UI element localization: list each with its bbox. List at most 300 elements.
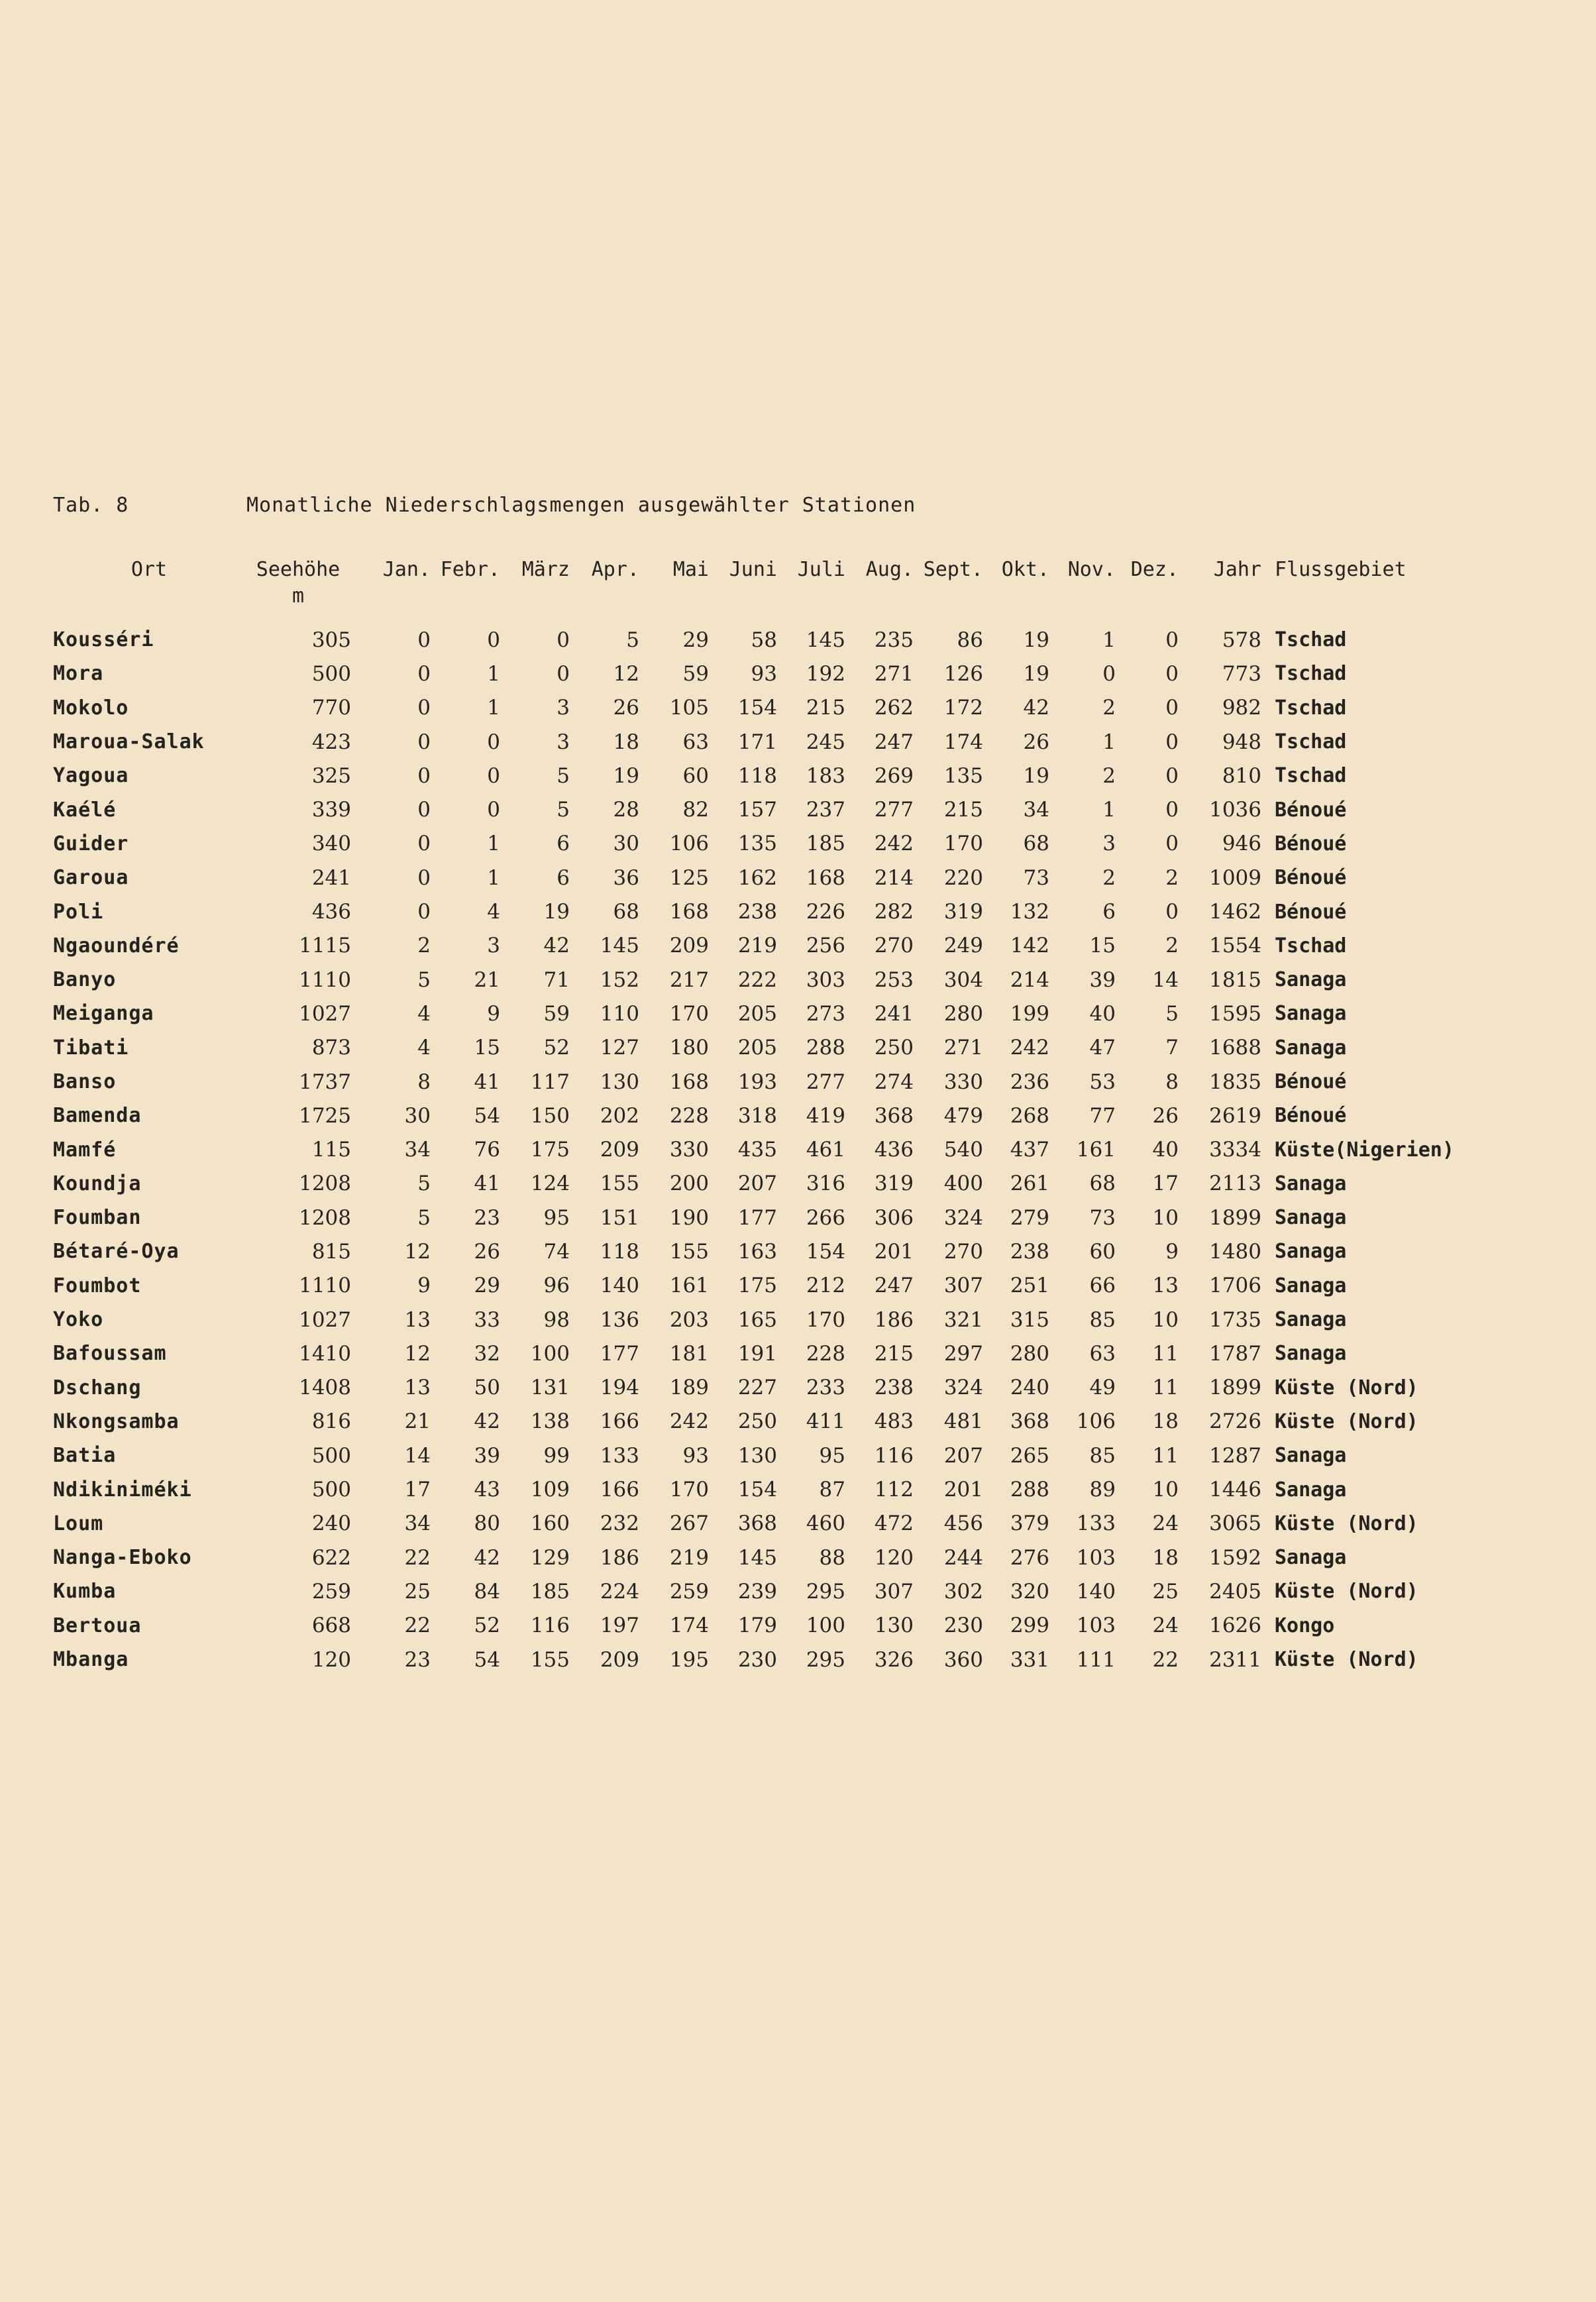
cell-ort: Mora [53,662,104,686]
cell-jahr: 1899 [1209,1205,1261,1230]
cell-jun: 239 [737,1579,777,1604]
cell-flussgebiet: Küste (Nord) [1275,1376,1418,1399]
cell-ort: Dschang [53,1376,142,1399]
cell-dez: 0 [1165,730,1179,754]
cell-okt: 142 [1010,934,1049,958]
cell-aug: 319 [874,1172,914,1196]
cell-okt: 19 [1023,763,1049,788]
cell-mai: 170 [669,1478,709,1502]
col-header-mar: März [521,558,570,581]
cell-aug: 112 [874,1478,914,1502]
table-row [53,1609,1526,1643]
cell-flussgebiet: Küste (Nord) [1275,1511,1418,1535]
cell-flussgebiet: Sanaga [1275,1546,1347,1570]
cell-nov: 77 [1089,1103,1116,1128]
cell-flussgebiet: Sanaga [1275,1274,1347,1297]
cell-sep: 304 [943,967,983,992]
cell-jan: 0 [417,832,431,856]
cell-jul: 273 [806,1001,845,1026]
cell-jan: 23 [404,1647,431,1672]
cell-jahr: 1287 [1209,1443,1261,1468]
cell-seehoehe: 1027 [299,1307,351,1332]
cell-feb: 80 [474,1511,500,1536]
seehoehe-label: Seehöhe [256,558,341,581]
cell-jahr: 3065 [1209,1511,1261,1536]
cell-seehoehe: 500 [311,661,351,686]
table-row [53,827,1526,861]
table-row [53,1371,1526,1405]
cell-feb: 42 [474,1409,500,1434]
cell-aug: 214 [874,865,914,890]
cell-jun: 58 [751,628,777,652]
cell-flussgebiet: Bénoué [1275,866,1347,890]
cell-seehoehe: 1410 [299,1341,351,1366]
cell-dez: 0 [1165,763,1179,788]
cell-sep: 324 [943,1376,983,1400]
cell-dez: 17 [1152,1172,1179,1196]
cell-apr: 18 [613,730,639,754]
cell-dez: 24 [1152,1511,1179,1536]
seehoehe-unit: m [292,584,305,608]
cell-feb: 32 [474,1341,500,1366]
cell-flussgebiet: Tschad [1275,934,1347,958]
cell-ort: Yoko [53,1308,104,1332]
cell-jahr: 810 [1222,763,1261,788]
cell-mai: 267 [669,1511,709,1536]
cell-mai: 168 [669,1069,709,1094]
cell-jul: 295 [806,1579,845,1604]
cell-nov: 1 [1102,798,1116,822]
table-row [53,623,1526,657]
cell-aug: 201 [874,1239,914,1264]
cell-flussgebiet: Küste (Nord) [1275,1648,1418,1672]
cell-jul: 168 [806,865,845,890]
cell-sep: 319 [943,900,983,924]
cell-jan: 0 [417,798,431,822]
cell-mar: 3 [557,730,570,754]
cell-jul: 316 [806,1172,845,1196]
cell-mai: 60 [682,763,709,788]
cell-nov: 6 [1102,900,1116,924]
cell-flussgebiet: Küste (Nord) [1275,1580,1418,1604]
cell-ort: Mamfé [53,1138,117,1162]
cell-sep: 201 [943,1478,983,1502]
cell-feb: 1 [487,696,500,720]
table-row [53,691,1526,725]
cell-sep: 540 [943,1138,983,1162]
cell-apr: 26 [613,696,639,720]
cell-jul: 88 [819,1545,845,1570]
cell-okt: 437 [1010,1138,1049,1162]
table-row [53,1065,1526,1099]
cell-okt: 288 [1010,1478,1049,1502]
cell-jahr: 1554 [1209,934,1261,958]
cell-dez: 24 [1152,1614,1179,1638]
cell-dez: 11 [1152,1341,1179,1366]
cell-mai: 330 [669,1138,709,1162]
cell-dez: 14 [1152,967,1179,992]
cell-aug: 306 [874,1205,914,1230]
cell-okt: 238 [1010,1239,1049,1264]
cell-sep: 297 [943,1341,983,1366]
cell-jul: 228 [806,1341,845,1366]
cell-mai: 82 [682,798,709,822]
cell-feb: 26 [474,1239,500,1264]
cell-seehoehe: 500 [311,1443,351,1468]
cell-nov: 133 [1076,1511,1116,1536]
cell-seehoehe: 241 [311,865,351,890]
cell-jun: 227 [737,1376,777,1400]
cell-flussgebiet: Küste(Nigerien) [1275,1138,1454,1162]
cell-jan: 0 [417,628,431,652]
col-header-feb: Febr. [440,558,500,581]
col-header-nov: Nov. [1067,558,1116,581]
cell-jun: 193 [737,1069,777,1094]
cell-mai: 93 [682,1443,709,1468]
cell-dez: 25 [1152,1579,1179,1604]
cell-jan: 34 [404,1511,431,1536]
cell-nov: 53 [1089,1069,1116,1094]
cell-jul: 95 [819,1443,845,1468]
cell-apr: 12 [613,661,639,686]
cell-jun: 175 [737,1274,777,1298]
cell-apr: 130 [600,1069,639,1094]
table-row [53,1132,1526,1166]
precipitation-table [53,557,1526,1676]
table-row [53,1201,1526,1234]
cell-mai: 203 [669,1307,709,1332]
cell-dez: 2 [1165,934,1179,958]
cell-aug: 120 [874,1545,914,1570]
cell-okt: 279 [1010,1205,1049,1230]
cell-dez: 10 [1152,1478,1179,1502]
cell-apr: 127 [600,1036,639,1060]
cell-jahr: 982 [1222,696,1261,720]
cell-jahr: 1815 [1209,967,1261,992]
cell-seehoehe: 622 [311,1545,351,1570]
cell-feb: 29 [474,1274,500,1298]
cell-dez: 2 [1165,865,1179,890]
cell-sep: 324 [943,1205,983,1230]
cell-mai: 105 [669,696,709,720]
cell-okt: 34 [1023,798,1049,822]
cell-dez: 40 [1152,1138,1179,1162]
cell-dez: 9 [1165,1239,1179,1264]
cell-feb: 21 [474,967,500,992]
cell-dez: 22 [1152,1647,1179,1672]
table-label: Tab. 8 [53,494,129,517]
cell-sep: 330 [943,1069,983,1094]
table-row [53,895,1526,928]
cell-sep: 126 [943,661,983,686]
cell-jahr: 773 [1222,661,1261,686]
cell-mar: 116 [530,1614,570,1638]
cell-apr: 232 [600,1511,639,1536]
cell-mai: 190 [669,1205,709,1230]
cell-jul: 87 [819,1478,845,1502]
table-row [53,929,1526,963]
cell-ort: Nkongsamba [53,1409,180,1433]
cell-okt: 261 [1010,1172,1049,1196]
cell-apr: 202 [600,1103,639,1128]
cell-jul: 170 [806,1307,845,1332]
table-row [53,997,1526,1030]
cell-sep: 170 [943,832,983,856]
cell-flussgebiet: Tschad [1275,662,1347,686]
cell-jul: 295 [806,1647,845,1672]
cell-nov: 2 [1102,865,1116,890]
cell-apr: 209 [600,1138,639,1162]
cell-nov: 2 [1102,763,1116,788]
cell-apr: 68 [613,900,639,924]
cell-ort: Ndikiniméki [53,1478,192,1502]
cell-mai: 161 [669,1274,709,1298]
cell-feb: 76 [474,1138,500,1162]
cell-mar: 155 [530,1647,570,1672]
cell-nov: 1 [1102,730,1116,754]
cell-jul: 266 [806,1205,845,1230]
cell-jahr: 1595 [1209,1001,1261,1026]
cell-okt: 331 [1010,1647,1049,1672]
cell-sep: 280 [943,1001,983,1026]
cell-jun: 207 [737,1172,777,1196]
cell-feb: 54 [474,1647,500,1672]
cell-mar: 185 [530,1579,570,1604]
cell-jan: 0 [417,661,431,686]
cell-jan: 4 [417,1036,431,1060]
cell-jun: 250 [737,1409,777,1434]
cell-jun: 219 [737,934,777,958]
cell-nov: 0 [1102,661,1116,686]
col-header-jan: Jan. [382,558,431,581]
cell-mai: 125 [669,865,709,890]
cell-seehoehe: 816 [311,1409,351,1434]
cell-flussgebiet: Tschad [1275,730,1347,754]
cell-mar: 3 [557,696,570,720]
cell-flussgebiet: Bénoué [1275,832,1347,855]
cell-okt: 42 [1023,696,1049,720]
cell-mai: 181 [669,1341,709,1366]
cell-okt: 276 [1010,1545,1049,1570]
cell-dez: 10 [1152,1307,1179,1332]
table-row [53,1099,1526,1132]
cell-jun: 179 [737,1614,777,1638]
cell-okt: 268 [1010,1103,1049,1128]
cell-ort: Maroua-Salak [53,730,205,754]
cell-jun: 177 [737,1205,777,1230]
cell-jun: 230 [737,1647,777,1672]
cell-nov: 68 [1089,1172,1116,1196]
cell-flussgebiet: Sanaga [1275,1308,1347,1332]
cell-jahr: 2726 [1209,1409,1261,1434]
cell-nov: 103 [1076,1545,1116,1570]
cell-seehoehe: 873 [311,1036,351,1060]
cell-mar: 96 [543,1274,570,1298]
cell-jun: 135 [737,832,777,856]
cell-feb: 1 [487,865,500,890]
cell-nov: 40 [1089,1001,1116,1026]
cell-flussgebiet: Sanaga [1275,968,1347,992]
cell-ort: Batia [53,1444,117,1468]
cell-nov: 89 [1089,1478,1116,1502]
cell-okt: 379 [1010,1511,1049,1536]
cell-dez: 10 [1152,1205,1179,1230]
cell-jan: 30 [404,1103,431,1128]
cell-flussgebiet: Bénoué [1275,900,1347,924]
table-body [53,623,1526,1676]
cell-dez: 0 [1165,832,1179,856]
cell-mar: 19 [543,900,570,924]
cell-jahr: 3334 [1209,1138,1261,1162]
table-row [53,861,1526,895]
cell-jahr: 1480 [1209,1239,1261,1264]
table-row [53,1405,1526,1439]
cell-jan: 4 [417,1001,431,1026]
cell-apr: 177 [600,1341,639,1366]
cell-seehoehe: 815 [311,1239,351,1264]
cell-nov: 106 [1076,1409,1116,1434]
cell-jahr: 1592 [1209,1545,1261,1570]
cell-jun: 162 [737,865,777,890]
cell-seehoehe: 1737 [299,1069,351,1094]
cell-mar: 6 [557,865,570,890]
cell-feb: 84 [474,1579,500,1604]
cell-jan: 8 [417,1069,431,1094]
cell-jan: 34 [404,1138,431,1162]
cell-jahr: 1706 [1209,1274,1261,1298]
cell-mai: 174 [669,1614,709,1638]
cell-aug: 483 [874,1409,914,1434]
cell-ort: Mbanga [53,1648,129,1672]
cell-apr: 140 [600,1274,639,1298]
cell-ort: Foumban [53,1206,142,1230]
cell-aug: 282 [874,900,914,924]
col-header-dez: Dez. [1130,558,1179,581]
table-row [53,1643,1526,1676]
cell-mai: 106 [669,832,709,856]
cell-mar: 160 [530,1511,570,1536]
cell-mar: 71 [543,967,570,992]
cell-feb: 0 [487,730,500,754]
cell-feb: 42 [474,1545,500,1570]
cell-nov: 15 [1089,934,1116,958]
cell-feb: 1 [487,832,500,856]
cell-sep: 249 [943,934,983,958]
table-row [53,1269,1526,1303]
cell-okt: 26 [1023,730,1049,754]
cell-apr: 151 [600,1205,639,1230]
cell-okt: 214 [1010,967,1049,992]
cell-aug: 472 [874,1511,914,1536]
cell-apr: 19 [613,763,639,788]
cell-mar: 95 [543,1205,570,1230]
cell-mai: 242 [669,1409,709,1434]
cell-ort: Ngaoundéré [53,934,180,958]
cell-aug: 368 [874,1103,914,1128]
cell-jan: 5 [417,1205,431,1230]
cell-nov: 47 [1089,1036,1116,1060]
cell-jul: 192 [806,661,845,686]
cell-dez: 18 [1152,1409,1179,1434]
cell-sep: 230 [943,1614,983,1638]
cell-mar: 117 [530,1069,570,1094]
cell-mai: 29 [682,628,709,652]
cell-aug: 253 [874,967,914,992]
cell-feb: 52 [474,1614,500,1638]
cell-aug: 326 [874,1647,914,1672]
table-row [53,657,1526,690]
cell-jul: 154 [806,1239,845,1264]
cell-jan: 5 [417,967,431,992]
cell-aug: 235 [874,628,914,652]
cell-jun: 165 [737,1307,777,1332]
cell-okt: 299 [1010,1614,1049,1638]
cell-jan: 0 [417,696,431,720]
cell-sep: 244 [943,1545,983,1570]
table-row [53,759,1526,793]
cell-okt: 68 [1023,832,1049,856]
col-header-apr: Apr. [591,558,639,581]
table-header-row [53,557,1526,623]
table-row [53,1337,1526,1370]
cell-jan: 13 [404,1307,431,1332]
col-header-sep: Sept. [923,558,983,581]
cell-nov: 140 [1076,1579,1116,1604]
cell-flussgebiet: Kongo [1275,1614,1335,1637]
cell-jul: 245 [806,730,845,754]
cell-seehoehe: 115 [311,1138,351,1162]
cell-apr: 166 [600,1409,639,1434]
cell-jul: 237 [806,798,845,822]
cell-dez: 11 [1152,1443,1179,1468]
cell-flussgebiet: Bénoué [1275,1104,1347,1128]
cell-jan: 2 [417,934,431,958]
cell-okt: 280 [1010,1341,1049,1366]
cell-sep: 321 [943,1307,983,1332]
cell-mai: 168 [669,900,709,924]
cell-jul: 185 [806,832,845,856]
cell-seehoehe: 240 [311,1511,351,1536]
cell-ort: Guider [53,832,129,855]
cell-flussgebiet: Sanaga [1275,1206,1347,1230]
cell-jahr: 1787 [1209,1341,1261,1366]
cell-jan: 13 [404,1376,431,1400]
cell-jun: 435 [737,1138,777,1162]
cell-flussgebiet: Tschad [1275,696,1347,720]
cell-jahr: 1036 [1209,798,1261,822]
cell-jan: 5 [417,1172,431,1196]
cell-jun: 118 [737,763,777,788]
cell-apr: 145 [600,934,639,958]
cell-aug: 116 [874,1443,914,1468]
cell-jun: 191 [737,1341,777,1366]
cell-aug: 307 [874,1579,914,1604]
cell-mai: 209 [669,934,709,958]
cell-mar: 6 [557,832,570,856]
cell-nov: 111 [1076,1647,1116,1672]
col-header-jul: Juli [797,558,845,581]
cell-apr: 209 [600,1647,639,1672]
cell-seehoehe: 340 [311,832,351,856]
cell-mar: 42 [543,934,570,958]
cell-feb: 33 [474,1307,500,1332]
cell-jun: 171 [737,730,777,754]
cell-nov: 73 [1089,1205,1116,1230]
cell-feb: 1 [487,661,500,686]
cell-jan: 0 [417,730,431,754]
cell-feb: 54 [474,1103,500,1128]
cell-sep: 481 [943,1409,983,1434]
